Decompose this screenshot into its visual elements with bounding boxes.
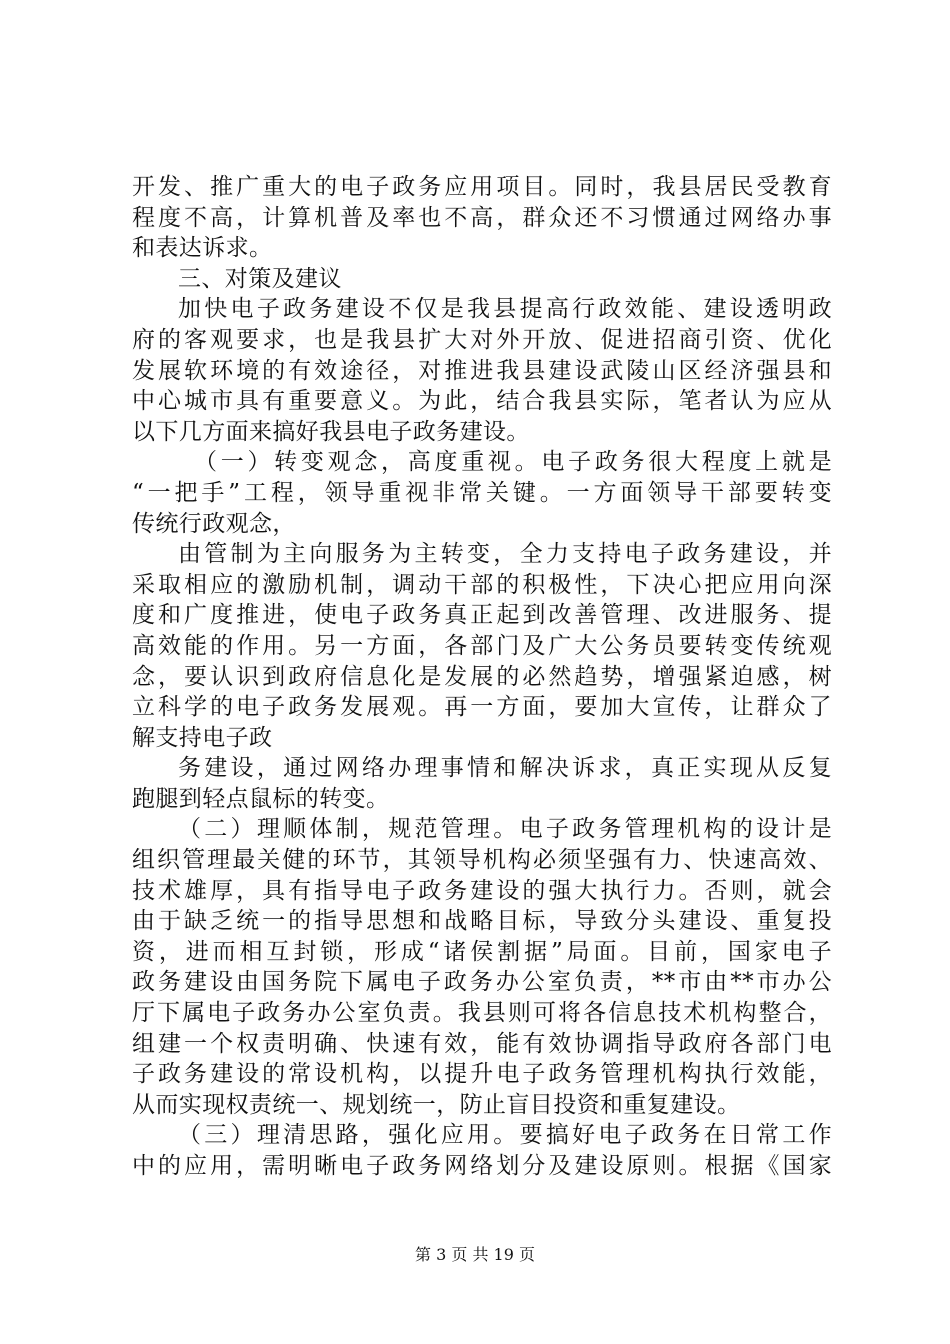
subsection-line: （二）理顺体制，规范管理。电子政务管理机构的设计是	[178, 816, 832, 843]
text-line: 组建一个权责明确、快速有效，能有效协调指导政府各部门电	[132, 1030, 832, 1057]
text-line: 加快电子政务建设不仅是我县提高行政效能、建设透明政	[178, 296, 832, 323]
text-line: 中心城市具有重要意义。为此，结合我县实际，笔者认为应从	[132, 388, 832, 415]
body-text	[132, 172, 832, 1182]
text-line: 程度不高，计算机普及率也不高，群众还不习惯通过网络办事	[132, 204, 832, 231]
text-line: 子政务建设的常设机构，以提升电子政务管理机构执行效能，	[132, 1061, 832, 1088]
text-line: “一把手”工程，领导重视非常关键。一方面领导干部要转变	[132, 479, 832, 506]
text-line: 由管制为主向服务为主转变，全力支持电子政务建设，并	[178, 541, 832, 568]
text-line: 厅下属电子政务办公室负责。我县则可将各信息技术机构整合，	[132, 1000, 832, 1027]
subsection-line: （三）理清思路，强化应用。要搞好电子政务在日常工作	[178, 1122, 832, 1149]
page-number-footer: 第 3 页 共 19 页	[415, 1245, 535, 1264]
text-line: 府的客观要求，也是我县扩大对外开放、促进招商引资、优化	[132, 326, 832, 353]
text-line: 资，进而相互封锁，形成“诸侯割据”局面。目前，国家电子	[132, 938, 832, 965]
text-line: 组织管理最关健的环节，其领导机构必须坚强有力、快速高效、	[132, 847, 832, 874]
subsection-line: （一）转变观念，高度重视。电子政务很大程度上就是	[194, 449, 832, 476]
text-line: 从而实现权责统一、规划统一，防止盲目投资和重复建设。	[132, 1091, 741, 1118]
text-line: 传统行政观念，	[132, 510, 296, 537]
text-line: 由于缺乏统一的指导思想和战略目标，导致分头建设、重复投	[132, 908, 832, 935]
text-line: 务建设，通过网络办理事情和解决诉求，真正实现从反复	[178, 755, 832, 782]
text-line: 跑腿到轻点鼠标的转变。	[132, 785, 390, 812]
text-line: 度和广度推进，使电子政务真正起到改善管理、改进服务、提	[132, 602, 832, 629]
text-line: 政务建设由国务院下属电子政务办公室负责，**市由**市办公	[132, 969, 832, 996]
text-line: 采取相应的激励机制，调动干部的积极性，下决心把应用向深	[132, 571, 832, 598]
text-line: 中的应用，需明晰电子政务网络划分及建设原则。根据《国家	[132, 1153, 832, 1179]
text-line: 开发、推广重大的电子政务应用项目。同时，我县居民受教育	[132, 174, 832, 200]
text-line: 以下几方面来搞好我县电子政务建设。	[132, 418, 530, 445]
text-line: 立科学的电子政务发展观。再一方面，要加大宣传，让群众了	[132, 694, 832, 721]
section-heading: 三、对策及建议	[178, 265, 342, 292]
text-line: 念，要认识到政府信息化是发展的必然趋势，增强紧迫感，树	[132, 663, 832, 690]
text-line: 高效能的作用。另一方面，各部门及广大公务员要转变传统观	[132, 632, 832, 659]
text-line: 和表达诉求。	[132, 235, 273, 262]
text-line: 技术雄厚，具有指导电子政务建设的强大执行力。否则，就会	[132, 877, 832, 904]
text-line: 解支持电子政	[132, 724, 273, 751]
text-line: 发展软环境的有效途径，对推进我县建设武陵山区经济强县和	[132, 357, 832, 384]
